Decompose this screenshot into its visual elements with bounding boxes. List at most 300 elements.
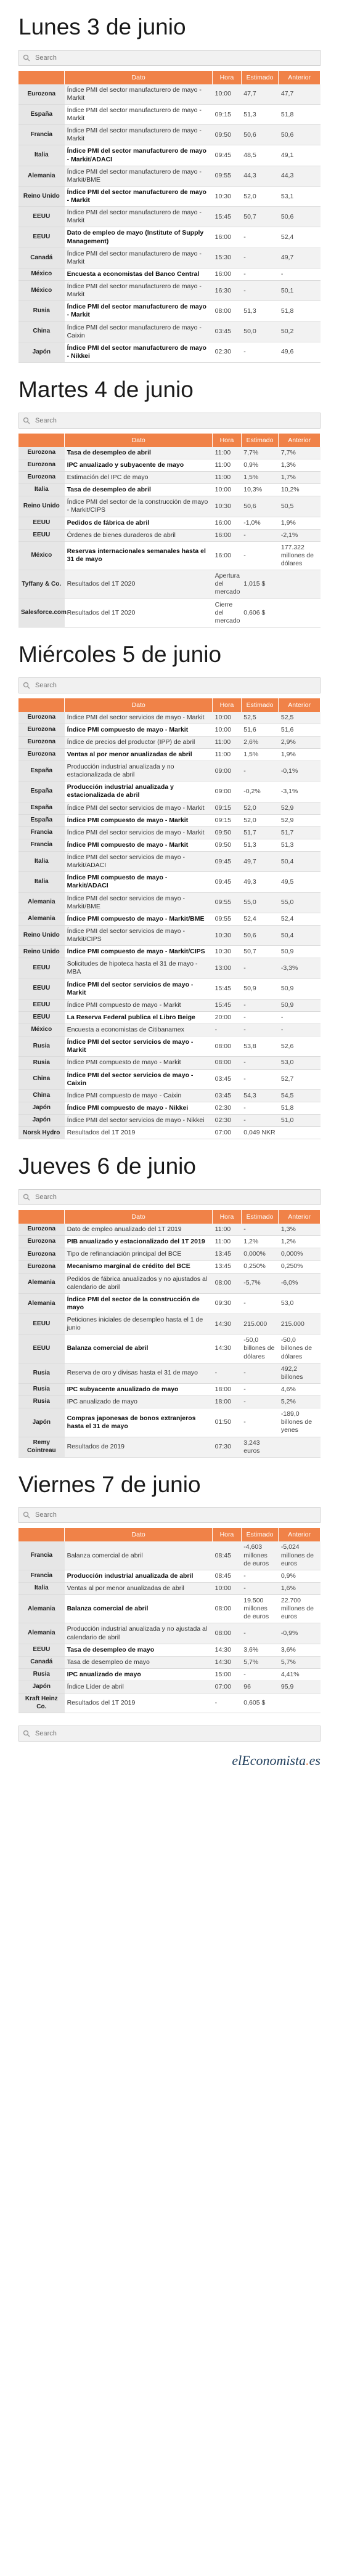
header-country[interactable] [18, 71, 65, 84]
country-cell: Japón [18, 1102, 65, 1114]
dato-cell: Tasa de desempleo de mayo [65, 1656, 213, 1668]
country-cell: Alemania [18, 1595, 65, 1623]
table-row [18, 1102, 321, 1114]
header-estimado[interactable]: Estimado [241, 434, 279, 447]
country-cell: China [18, 1069, 65, 1089]
day-title: Miércoles 5 de junio [18, 641, 222, 667]
hora-cell: 02:30 [213, 342, 242, 362]
dato-cell: Producción industrial anualizada de abril [65, 1570, 213, 1582]
country-cell: Alemania [18, 1273, 65, 1293]
hora-cell: 09:55 [213, 892, 242, 913]
dato-cell: Índice PMI del sector manufacturero de mayo - Markit [65, 301, 213, 321]
anterior-cell: 50,5 [279, 496, 321, 517]
table-row [18, 1273, 321, 1293]
estimado-cell: - [241, 1582, 279, 1594]
search-input[interactable] [34, 1193, 316, 1201]
table-row [18, 1623, 321, 1644]
hora-cell: 14:30 [213, 1314, 242, 1334]
header-country[interactable] [18, 434, 65, 447]
header-anterior[interactable]: Anterior [279, 71, 321, 84]
header-hora[interactable]: Hora [213, 1528, 242, 1541]
anterior-cell: 0,250% [279, 1261, 321, 1273]
dato-cell: Índice PMI del sector manufacturero de mayo - Markit [65, 207, 213, 227]
search-box [18, 413, 321, 429]
header-country[interactable] [18, 698, 65, 712]
country-cell: España [18, 761, 65, 781]
hora-cell: 09:50 [213, 125, 242, 145]
search-input[interactable] [34, 681, 316, 690]
table-row [18, 166, 321, 186]
table-row [18, 321, 321, 342]
dato-cell: Reservas internacionales semanales hasta el 31 de mayo [65, 541, 213, 570]
dato-cell: Índice PMI del sector de la construcción de mayo - Markit/CIPS [65, 496, 213, 517]
dato-cell: Índice PMI compuesto de mayo - Caixin [65, 1089, 213, 1102]
anterior-cell: 5,2% [279, 1396, 321, 1408]
anterior-cell [279, 570, 321, 599]
country-cell: México [18, 281, 65, 301]
anterior-cell: -189,0 billones de yenes [279, 1408, 321, 1437]
search-input[interactable] [34, 54, 316, 62]
country-cell: EEUU [18, 999, 65, 1011]
estimado-cell: - [241, 1102, 279, 1114]
header-dato[interactable]: Dato [65, 1528, 213, 1541]
hora-cell: 13:45 [213, 1248, 242, 1261]
country-cell: España [18, 814, 65, 826]
country-cell: Francia [18, 839, 65, 851]
dato-cell: Índice PMI compuesto de mayo - Markit/CIPS [65, 946, 213, 958]
country-cell: Alemania [18, 1623, 65, 1644]
country-cell: Francia [18, 826, 65, 839]
anterior-cell: 49,5 [279, 872, 321, 892]
table-row [18, 748, 321, 761]
header-dato[interactable]: Dato [65, 434, 213, 447]
anterior-cell: 50,9 [279, 946, 321, 958]
anterior-cell: 50,6 [279, 207, 321, 227]
table-row [18, 84, 321, 105]
dato-cell: Resultados del 1T 2020 [65, 570, 213, 599]
dato-cell: Índice PMI del sector manufacturero de mayo - Caixin [65, 321, 213, 342]
table-row [18, 892, 321, 913]
hora-cell: 10:00 [213, 484, 242, 496]
anterior-cell: 3,6% [279, 1644, 321, 1656]
country-cell: Japón [18, 1681, 65, 1694]
country-cell: Rusia [18, 1668, 65, 1681]
estimado-cell: 48,5 [241, 145, 279, 166]
hora-cell: 08:00 [213, 1057, 242, 1069]
hora-cell: 02:30 [213, 1102, 242, 1114]
dato-cell: Solicitudes de hipoteca hasta el 31 de mayo - MBA [65, 958, 213, 979]
anterior-cell: 2,9% [279, 736, 321, 748]
bottom-search-section [0, 1713, 339, 1742]
estimado-cell: 10,3% [241, 484, 279, 496]
table-row [18, 712, 321, 724]
hora-cell: 16:30 [213, 281, 242, 301]
country-cell: Tyffany & Co. [18, 570, 65, 599]
estimado-cell: - [241, 529, 279, 541]
estimado-cell: -5,7% [241, 1273, 279, 1293]
hora-cell: - [213, 1363, 242, 1383]
search-icon [23, 1193, 30, 1201]
country-cell: Italia [18, 145, 65, 166]
estimado-cell: - [241, 1623, 279, 1644]
hora-cell: 16:00 [213, 517, 242, 529]
hora-cell: 10:00 [213, 84, 242, 105]
table-row [18, 496, 321, 517]
dato-cell: Índice PMI del sector servicios de mayo - Caixin [65, 1069, 213, 1089]
estimado-cell: 96 [241, 1681, 279, 1694]
anterior-cell: 50,9 [279, 979, 321, 999]
calendar-table [18, 71, 321, 363]
country-cell: Francia [18, 125, 65, 145]
estimado-cell: - [241, 1396, 279, 1408]
country-cell: EEUU [18, 958, 65, 979]
estimado-cell: 0,049 NKR [241, 1127, 279, 1139]
dato-cell: Índice PMI del sector manufacturero de mayo - Markit [65, 104, 213, 124]
estimado-cell: - [241, 541, 279, 570]
anterior-cell: 51,8 [279, 1102, 321, 1114]
estimado-cell: - [241, 1024, 279, 1036]
country-cell: Canadá [18, 1656, 65, 1668]
estimado-cell: 52,5 [241, 712, 279, 724]
estimado-cell: - [241, 342, 279, 362]
dato-cell: Índice PMI del sector manufacturero de mayo - Markit [65, 186, 213, 206]
country-cell: Rusia [18, 1383, 65, 1395]
anterior-cell: -50,0 billones de dólares [279, 1334, 321, 1363]
anterior-cell: 52,4 [279, 227, 321, 248]
estimado-cell: 1,2% [241, 1236, 279, 1248]
header-anterior[interactable]: Anterior [279, 1528, 321, 1541]
dato-cell: Tipo de refinanciación principal del BCE [65, 1248, 213, 1261]
header-country[interactable] [18, 1210, 65, 1224]
country-cell: México [18, 1024, 65, 1036]
country-cell: Reino Unido [18, 946, 65, 958]
country-cell: Eurozona [18, 748, 65, 761]
table-header-row [18, 1210, 321, 1224]
hora-cell: 11:00 [213, 1236, 242, 1248]
hora-cell: 10:30 [213, 186, 242, 206]
country-cell: Rusia [18, 301, 65, 321]
table-row [18, 1115, 321, 1127]
hora-cell: - [213, 1694, 242, 1713]
table-row [18, 1293, 321, 1314]
country-cell: España [18, 104, 65, 124]
hora-cell: 16:00 [213, 541, 242, 570]
search-input[interactable] [34, 416, 316, 425]
anterior-cell [279, 1127, 321, 1139]
hora-cell: 08:00 [213, 1595, 242, 1623]
dato-cell: Índice Líder de abril [65, 1681, 213, 1694]
country-cell: EEUU [18, 517, 65, 529]
hora-cell: 13:45 [213, 1261, 242, 1273]
estimado-cell: 3,243 euros [241, 1437, 279, 1457]
country-cell: Eurozona [18, 459, 65, 471]
calendar-table [18, 1528, 321, 1713]
country-cell: Eurozona [18, 1248, 65, 1261]
country-cell: Eurozona [18, 1236, 65, 1248]
anterior-cell: 49,7 [279, 248, 321, 268]
estimado-cell: - [241, 958, 279, 979]
estimado-cell: 50,7 [241, 207, 279, 227]
estimado-cell: 7,7% [241, 447, 279, 459]
hora-cell: 15:45 [213, 207, 242, 227]
estimado-cell: 0,9% [241, 459, 279, 471]
dato-cell: Índice PMI compuesto de mayo - Markit [65, 1057, 213, 1069]
dato-cell: Índice PMI del sector servicios de mayo - Nikkei [65, 1115, 213, 1127]
hora-cell: 11:00 [213, 447, 242, 459]
anterior-cell: -3,3% [279, 958, 321, 979]
anterior-cell: 10,2% [279, 484, 321, 496]
table-row [18, 1570, 321, 1582]
hora-cell: 03:45 [213, 1089, 242, 1102]
dato-cell: Índice PMI del sector servicios de mayo - Markit [65, 1036, 213, 1057]
search-input[interactable] [34, 1511, 316, 1519]
anterior-cell: 52,9 [279, 802, 321, 814]
anterior-cell: 1,7% [279, 472, 321, 484]
search-icon [23, 682, 30, 689]
table-row [18, 736, 321, 748]
dato-cell: IPC anualizado y subyacente de mayo [65, 459, 213, 471]
estimado-cell: 19.500 millones de euros [241, 1595, 279, 1623]
estimado-cell: -50,0 billones de dólares [241, 1334, 279, 1363]
header-hora[interactable]: Hora [213, 71, 242, 84]
header-hora[interactable]: Hora [213, 1210, 242, 1224]
hora-cell: 09:55 [213, 913, 242, 925]
hora-cell: 09:15 [213, 814, 242, 826]
anterior-cell: 50,1 [279, 281, 321, 301]
table-row [18, 1656, 321, 1668]
estimado-cell: 3,6% [241, 1644, 279, 1656]
header-estimado[interactable]: Estimado [241, 71, 279, 84]
hora-cell: 08:00 [213, 301, 242, 321]
estimado-cell: 51,3 [241, 301, 279, 321]
table-row [18, 979, 321, 999]
table-row [18, 814, 321, 826]
table-row [18, 946, 321, 958]
country-cell: Canadá [18, 248, 65, 268]
dato-cell: Peticiones iniciales de desempleo hasta el 1 de junio [65, 1314, 213, 1334]
estimado-cell: - [241, 1383, 279, 1395]
anterior-cell [279, 1437, 321, 1457]
estimado-cell: - [241, 1570, 279, 1582]
anterior-cell: 55,0 [279, 892, 321, 913]
hora-cell: 18:00 [213, 1383, 242, 1395]
anterior-cell: 177.322 millones de dólares [279, 541, 321, 570]
anterior-cell: 49,1 [279, 145, 321, 166]
dato-cell: Índice PMI compuesto de mayo - Markit [65, 839, 213, 851]
table-row [18, 1383, 321, 1395]
hora-cell: 16:00 [213, 268, 242, 280]
country-cell: Eurozona [18, 84, 65, 105]
anterior-cell: 1,3% [279, 1224, 321, 1236]
anterior-cell: 52,7 [279, 1069, 321, 1089]
anterior-cell: 44,3 [279, 166, 321, 186]
dato-cell: Estimación del IPC de mayo [65, 472, 213, 484]
search-icon [23, 54, 30, 62]
hora-cell: 15:45 [213, 999, 242, 1011]
table-row [18, 447, 321, 459]
estimado-cell: 51,3 [241, 104, 279, 124]
header-hora[interactable]: Hora [213, 434, 242, 447]
anterior-cell: 492,2 billones [279, 1363, 321, 1383]
table-row [18, 484, 321, 496]
anterior-cell: 51,3 [279, 839, 321, 851]
hora-cell: 15:30 [213, 248, 242, 268]
dato-cell: Índice PMI del sector servicios de mayo - Markit [65, 979, 213, 999]
country-cell: Italia [18, 484, 65, 496]
dato-cell: Índice PMI del sector manufacturero de mayo - Markit/ADACI [65, 145, 213, 166]
hora-cell: 08:45 [213, 1541, 242, 1570]
estimado-cell: - [241, 1363, 279, 1383]
estimado-cell: 0,000% [241, 1248, 279, 1261]
table-row [18, 248, 321, 268]
table-row [18, 1057, 321, 1069]
hora-cell: 08:00 [213, 1623, 242, 1644]
hora-cell: 11:00 [213, 472, 242, 484]
table-row [18, 207, 321, 227]
day-section [0, 0, 339, 363]
table-row [18, 1437, 321, 1457]
day-section [0, 1458, 339, 1713]
header-dato[interactable]: Dato [65, 1210, 213, 1224]
table-header-row [18, 71, 321, 84]
anterior-cell: 50,6 [279, 125, 321, 145]
anterior-cell: 215.000 [279, 1314, 321, 1334]
header-anterior[interactable]: Anterior [279, 1210, 321, 1224]
table-row [18, 852, 321, 872]
dato-cell: Índice PMI del sector manufacturero de mayo - Markit [65, 281, 213, 301]
estimado-cell: - [241, 227, 279, 248]
estimado-cell: - [241, 281, 279, 301]
header-estimado[interactable]: Estimado [241, 1210, 279, 1224]
table-row [18, 1668, 321, 1681]
country-cell: Alemania [18, 892, 65, 913]
table-row [18, 1236, 321, 1248]
anterior-cell: -0,9% [279, 1623, 321, 1644]
anterior-cell: 53,0 [279, 1293, 321, 1314]
estimado-cell: -4,603 millones de euros [241, 1541, 279, 1570]
estimado-cell: 0,606 $ [241, 599, 279, 627]
hora-cell: Cierre del mercado [213, 599, 242, 627]
hora-cell: 14:30 [213, 1656, 242, 1668]
table-row [18, 1224, 321, 1236]
estimado-cell: 215.000 [241, 1314, 279, 1334]
estimado-cell: 51,6 [241, 724, 279, 736]
country-cell: EEUU [18, 227, 65, 248]
header-hora[interactable]: Hora [213, 698, 242, 712]
dato-cell: Producción industrial anualizada y no ajustada al calendario de abril [65, 1623, 213, 1644]
anterior-cell: - [279, 1024, 321, 1036]
estimado-cell: - [241, 1293, 279, 1314]
dato-cell: Índice PMI del sector servicios de mayo - Markit/BME [65, 892, 213, 913]
dato-cell: Índice PMI compuesto de mayo - Markit/BME [65, 913, 213, 925]
anterior-cell: -6,0% [279, 1273, 321, 1293]
anterior-cell [279, 599, 321, 627]
country-cell: Reino Unido [18, 186, 65, 206]
header-dato[interactable]: Dato [65, 71, 213, 84]
country-cell: Alemania [18, 1293, 65, 1314]
anterior-cell: 52,6 [279, 1036, 321, 1057]
estimado-cell: 51,7 [241, 826, 279, 839]
dato-cell: Índice PMI compuesto de mayo - Markit [65, 724, 213, 736]
country-cell: Japón [18, 342, 65, 362]
dato-cell: Índice PMI del sector manufacturero de mayo - Markit [65, 248, 213, 268]
header-anterior[interactable]: Anterior [279, 434, 321, 447]
hora-cell: 14:30 [213, 1334, 242, 1363]
country-cell: EEUU [18, 1011, 65, 1024]
table-row [18, 958, 321, 979]
day-title: Jueves 6 de junio [18, 1153, 196, 1179]
table-row [18, 570, 321, 599]
search-input[interactable] [34, 1729, 316, 1738]
hora-cell: 10:30 [213, 925, 242, 945]
hora-cell: 11:00 [213, 748, 242, 761]
anterior-cell: 50,4 [279, 852, 321, 872]
estimado-cell: - [241, 248, 279, 268]
hora-cell: 09:50 [213, 826, 242, 839]
hora-cell: 11:00 [213, 459, 242, 471]
country-cell: Italia [18, 872, 65, 892]
hora-cell: 10:30 [213, 496, 242, 517]
hora-cell: 09:55 [213, 166, 242, 186]
anterior-cell: 53,1 [279, 186, 321, 206]
day-section [0, 363, 339, 628]
table-row [18, 1644, 321, 1656]
hora-cell: 08:00 [213, 1273, 242, 1293]
header-estimado[interactable]: Estimado [241, 1528, 279, 1541]
dato-cell: Índice PMI del sector manufacturero de mayo - Markit [65, 125, 213, 145]
estimado-cell: 50,6 [241, 125, 279, 145]
estimado-cell: 50,6 [241, 496, 279, 517]
estimado-cell: 52,4 [241, 913, 279, 925]
hora-cell: 09:50 [213, 839, 242, 851]
table-row [18, 301, 321, 321]
estimado-cell: 5,7% [241, 1656, 279, 1668]
hora-cell: 20:00 [213, 1011, 242, 1024]
dato-cell: IPC anualizado de mayo [65, 1668, 213, 1681]
estimado-cell: 0,250% [241, 1261, 279, 1273]
dato-cell: Resultados del 1T 2019 [65, 1127, 213, 1139]
anterior-cell: 51,8 [279, 104, 321, 124]
estimado-cell: 49,7 [241, 852, 279, 872]
dato-cell: Índice PMI compuesto de mayo - Nikkei [65, 1102, 213, 1114]
anterior-cell: 1,9% [279, 748, 321, 761]
country-cell: Eurozona [18, 472, 65, 484]
anterior-cell: 53,0 [279, 1057, 321, 1069]
estimado-cell: - [241, 1668, 279, 1681]
eleconomista-logo[interactable]: elEconomista.es [232, 1753, 321, 1769]
country-cell: Francia [18, 1570, 65, 1582]
hora-cell: 16:00 [213, 529, 242, 541]
dato-cell: Índice PMI del sector de la construcción de mayo [65, 1293, 213, 1314]
anterior-cell: 51,7 [279, 826, 321, 839]
estimado-cell: 52,0 [241, 186, 279, 206]
header-anterior[interactable]: Anterior [279, 698, 321, 712]
estimado-cell: 1,015 $ [241, 570, 279, 599]
country-cell: China [18, 321, 65, 342]
estimado-cell: - [241, 999, 279, 1011]
header-estimado[interactable]: Estimado [241, 698, 279, 712]
header-country[interactable] [18, 1528, 65, 1541]
estimado-cell: 47,7 [241, 84, 279, 105]
dato-cell: Balanza comercial de abril [65, 1334, 213, 1363]
table-row [18, 1363, 321, 1383]
table-row [18, 599, 321, 627]
hora-cell: 02:30 [213, 1115, 242, 1127]
header-dato[interactable]: Dato [65, 698, 213, 712]
anterior-cell: 1,2% [279, 1236, 321, 1248]
dato-cell: Índice PMI del sector servicios de mayo - Markit/CIPS [65, 925, 213, 945]
anterior-cell: 50,2 [279, 321, 321, 342]
